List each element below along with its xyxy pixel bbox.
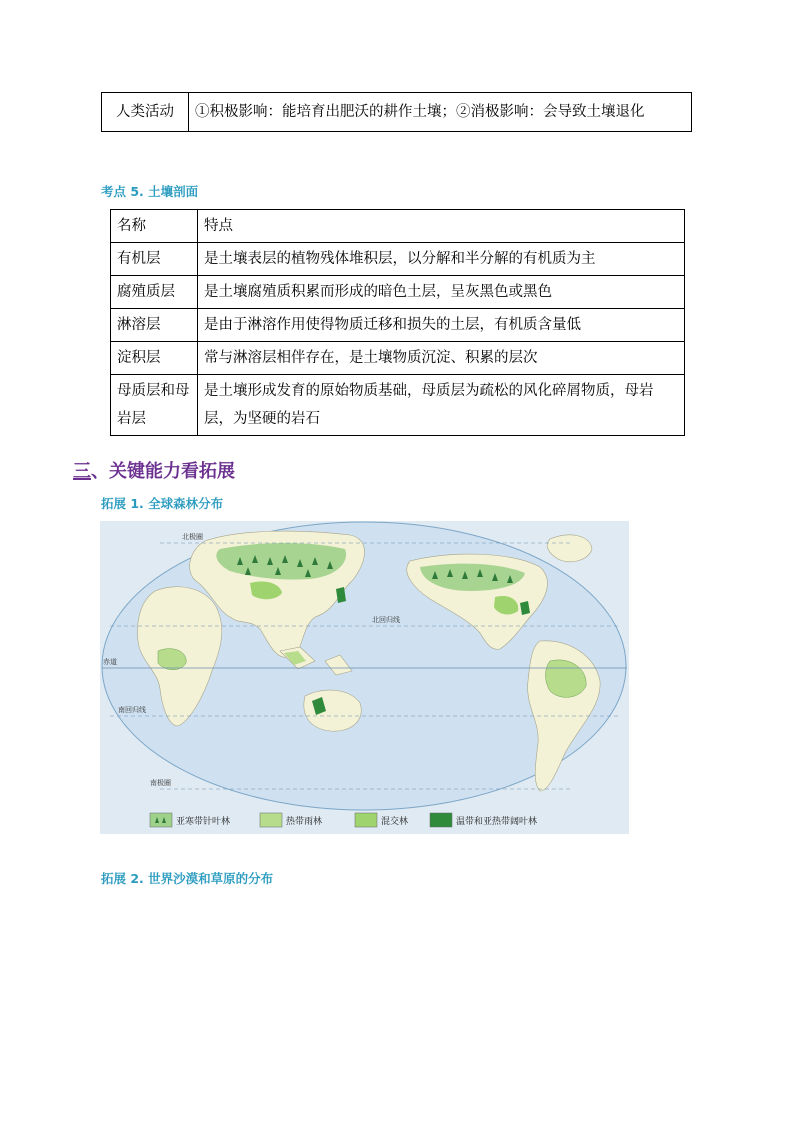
tropic-of-capricorn-label: 南回归线 [118, 706, 146, 714]
table-cell-desc: 常与淋溶层相伴存在，是土壤物质沉淀、积累的层次 [198, 342, 685, 375]
conifer-tree-icon [150, 813, 172, 827]
arctic-circle-label: 北极圈 [182, 533, 203, 541]
table-row [111, 375, 685, 436]
table-row [102, 93, 692, 132]
section-number: 三 [73, 461, 91, 482]
antarctic-circle-label: 南极圈 [150, 779, 171, 787]
table-cell-name: 人类活动 [102, 93, 189, 132]
section-heading [73, 457, 235, 483]
greenland-landmass [547, 535, 592, 562]
table-header-name: 名称 [111, 210, 198, 243]
table-cell-desc: ①积极影响：能培育出肥沃的耕作土壤；②消极影响：会导致土壤退化 [189, 93, 692, 132]
table-row [111, 309, 685, 342]
table-cell-name: 腐殖质层 [111, 276, 198, 309]
table-header-desc: 特点 [198, 210, 685, 243]
equator-label: 赤道 [103, 658, 117, 666]
extend2-heading: 拓展 2. 世界沙漠和草原的分布 [101, 871, 274, 886]
human-activity-table [101, 92, 692, 132]
table-row [111, 276, 685, 309]
legend-label: 亚寒带针叶林 [176, 817, 231, 827]
table-cell-desc: 是土壤表层的植物残体堆积层，以分解和半分解的有机质为主 [198, 243, 685, 276]
extend1-heading: 拓展 1. 全球森林分布 [101, 496, 224, 511]
table-cell-desc: 是由于淋溶作用使得物质迁移和损失的土层，有机质含量低 [198, 309, 685, 342]
legend-label: 热带雨林 [286, 817, 323, 827]
legend-label: 温带和亚热带阔叶林 [456, 817, 538, 827]
table-cell-desc: 是土壤形成发育的原始物质基础，母质层为疏松的风化碎屑物质，母岩层，为坚硬的岩石 [198, 375, 685, 436]
rainforest-icon [260, 813, 282, 827]
table-cell-desc: 是土壤腐殖质积累而形成的暗色土层，呈灰黑色或黑色 [198, 276, 685, 309]
table-header-row [111, 210, 685, 243]
table-cell-name: 淀积层 [111, 342, 198, 375]
tropic-of-cancer-label: 北回归线 [372, 616, 400, 624]
table-row [111, 243, 685, 276]
soil-profile-table [110, 209, 685, 436]
section-title: 、关键能力看拓展 [91, 461, 235, 482]
legend-label: 混交林 [381, 817, 409, 827]
map-legend [150, 813, 537, 827]
table-cell-name: 淋溶层 [111, 309, 198, 342]
broadleaf-swatch [430, 813, 452, 827]
table-cell-name: 有机层 [111, 243, 198, 276]
kaodian5-heading: 考点 5. 土壤剖面 [101, 184, 199, 199]
table-row [111, 342, 685, 375]
mixed-forest-swatch [355, 813, 377, 827]
table-cell-name: 母质层和母岩层 [111, 375, 198, 436]
world-forest-map [100, 521, 629, 834]
